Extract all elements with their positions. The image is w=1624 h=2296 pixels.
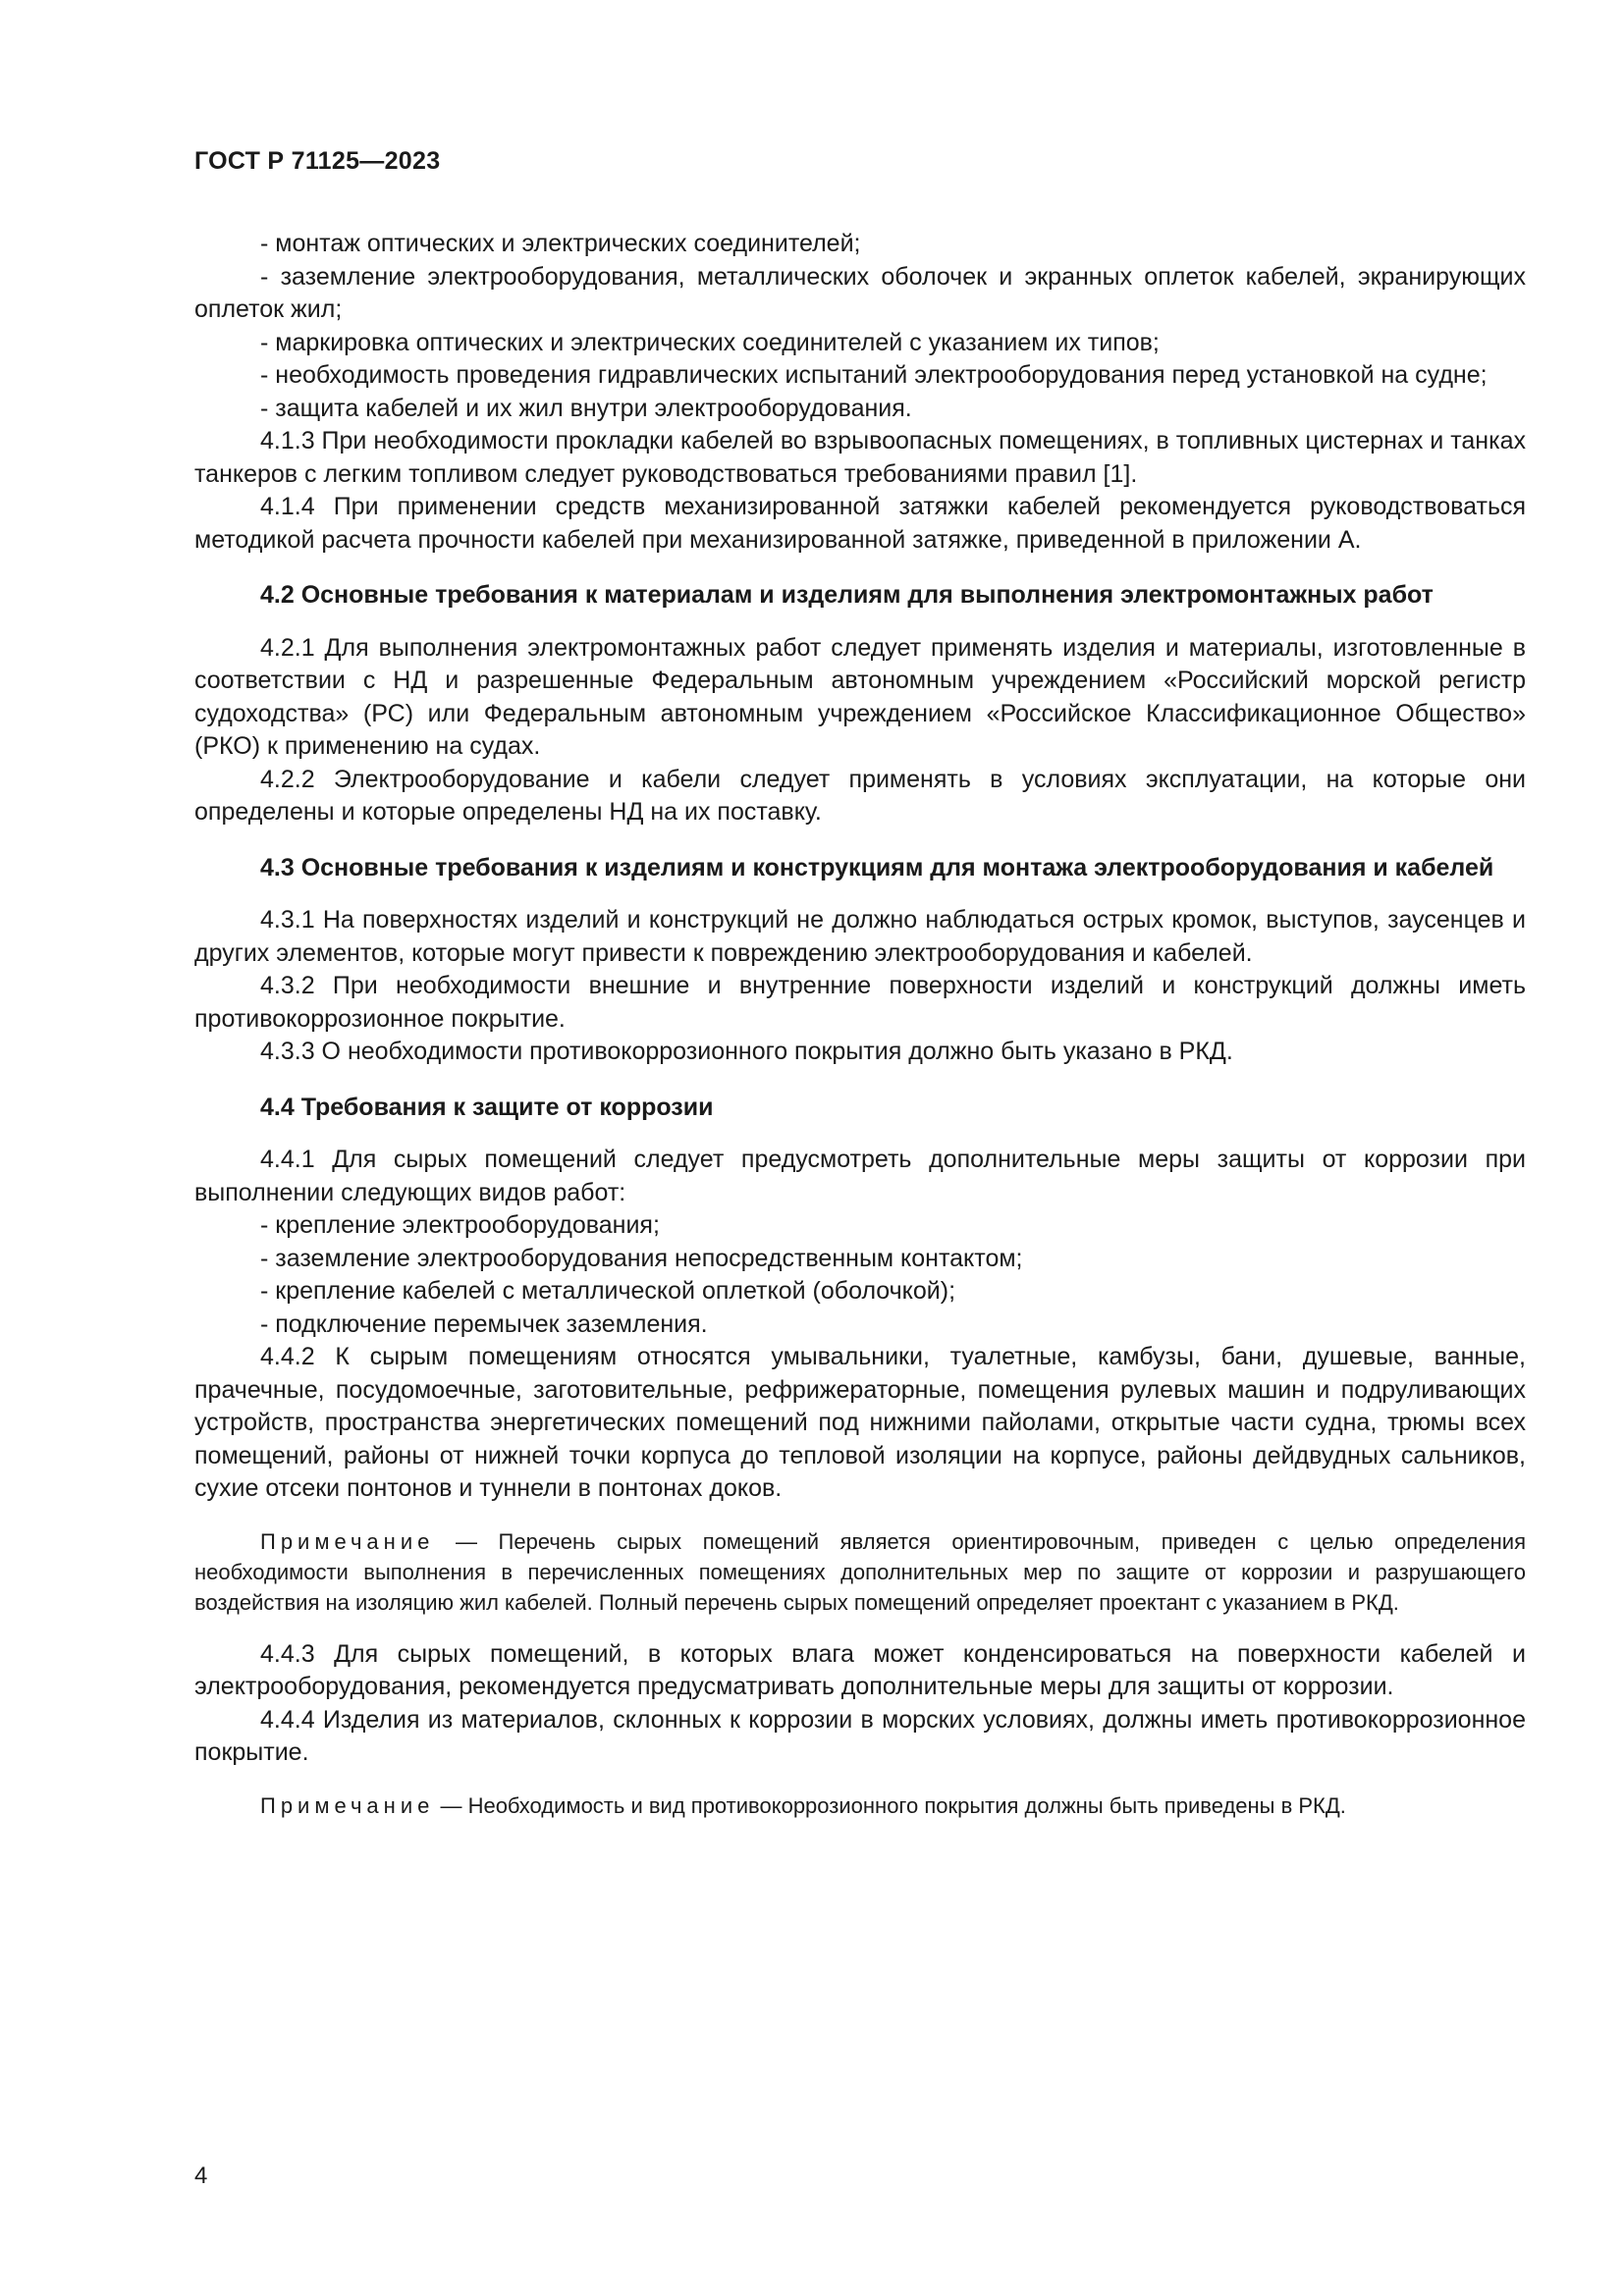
paragraph: - маркировка оптических и электрических соединителей с указанием их типов; — [260, 328, 1160, 356]
paragraph: 4.4.3 Для сырых помещений, в которых влага может конденсироваться на поверхности кабелей и электрооборудования, рекомендуется предусматривать дополнительные меры для защиты от коррозии. — [194, 1639, 1526, 1700]
paragraph: 4.1.3 При необходимости прокладки кабелей во взрывоопасных помещениях, в топливных цистернах и танках танкеров с легким топливом следует руководствоваться требованиями правил [1]. — [194, 427, 1526, 488]
paragraph: - крепление кабелей с металлической оплеткой (оболочкой); — [260, 1277, 956, 1305]
paragraph: 4.3.1 На поверхностях изделий и конструкций не должно наблюдаться острых кромок, выступов, заусенцев и других элементов, которые могут привести к повреждению электрооборудования и кабелей. — [194, 906, 1526, 967]
paragraph: - заземление электрооборудования непосредственным контактом; — [260, 1244, 1023, 1272]
paragraph: 4.4.4 Изделия из материалов, склонных к коррозии в морских условиях, должны иметь противокоррозионное покрытие. — [194, 1705, 1526, 1766]
paragraph: 4.1.4 При применении средств механизированной затяжки кабелей рекомендуется руководствоваться методикой расчета прочности кабелей при механизированной затяжке, приведенной в приложении А. — [194, 493, 1526, 554]
note-dash: — — [434, 1792, 468, 1818]
page-number: 4 — [194, 2163, 208, 2189]
document-header: ГОСТ Р 71125—2023 — [194, 147, 441, 175]
paragraph: 4.3.3 О необходимости противокоррозионного покрытия должно быть указано в РКД. — [260, 1038, 1233, 1065]
note-dash: — — [434, 1528, 499, 1554]
note-label: Примечание — [260, 1792, 435, 1818]
paragraph: 4.4.2 К сырым помещениям относятся умывальники, туалетные, камбузы, бани, душевые, ванные, прачечные, посудомоечные, заготовительные, рефрижераторные, помещения рулевых машин и подруливающих устройств, пространства энергетических помещений под нижними пайолами, открытые части судна, трюмы всех помещений, районы от нижней точки корпуса до тепловой изоляции на корпусе, районы дейдвудных сальников, сухие отсеки понтонов и туннели в понтонах доков. — [194, 1343, 1526, 1502]
note-label: Примечание — [260, 1528, 435, 1554]
paragraph: 4.3.2 При необходимости внешние и внутренние поверхности изделий и конструкций должны иметь противокоррозионное покрытие. — [194, 972, 1526, 1033]
section-heading: 4.2 Основные требования к материалам и изделиям для выполнения электромонтажных работ — [260, 581, 1434, 609]
paragraph: 4.4.1 Для сырых помещений следует предусмотреть дополнительные меры защиты от коррозии при выполнении следующих видов работ: — [194, 1146, 1526, 1206]
note — [194, 1790, 1526, 1821]
paragraph: - необходимость проведения гидравлических испытаний электрооборудования перед установкой на судне; — [260, 361, 1488, 389]
paragraph: - защита кабелей и их жил внутри электрооборудования. — [260, 394, 912, 422]
paragraph: 4.2.2 Электрооборудование и кабели следует применять в условиях эксплуатации, на которые они определены и которые определены НД на их поставку. — [194, 765, 1526, 826]
paragraph: - крепление электрооборудования; — [260, 1211, 660, 1239]
paragraph: - монтаж оптических и электрических соединителей; — [260, 230, 861, 257]
paragraph: 4.2.1 Для выполнения электромонтажных работ следует применять изделия и материалы, изготовленные в соответствии с НД и разрешенные Федеральным автономным учреждением «Российский морской регистр судоходства» (РС) или Федеральным автономным учреждением «Российское Классификационное Общество» (РКО) к применению на судах. — [194, 633, 1526, 760]
paragraph: - подключение перемычек заземления. — [260, 1309, 708, 1338]
note-text: Необходимость и вид противокоррозионного покрытия должны быть приведены в РКД. — [467, 1792, 1346, 1818]
section-heading: 4.3 Основные требования к изделиям и конструкциям для монтажа электрооборудования и кабелей — [260, 853, 1494, 881]
note — [194, 1526, 1526, 1618]
section-heading: 4.4 Требования к защите от коррозии — [260, 1093, 714, 1121]
note-text: Перечень сырых помещений является ориентировочным, приведен с целью определения необходимости выполнения в перечисленных помещениях дополнительных мер по защите от коррозии и разрушающего воздействия на изоляцию жил кабелей. Полный перечень сырых помещений определяет проектант с указанием в РКД. — [194, 1528, 1526, 1615]
paragraph: - заземление электрооборудования, металлических оболочек и экранных оплеток кабелей, экранирующих оплеток жил; — [194, 262, 1526, 323]
document-body — [194, 228, 1526, 1842]
